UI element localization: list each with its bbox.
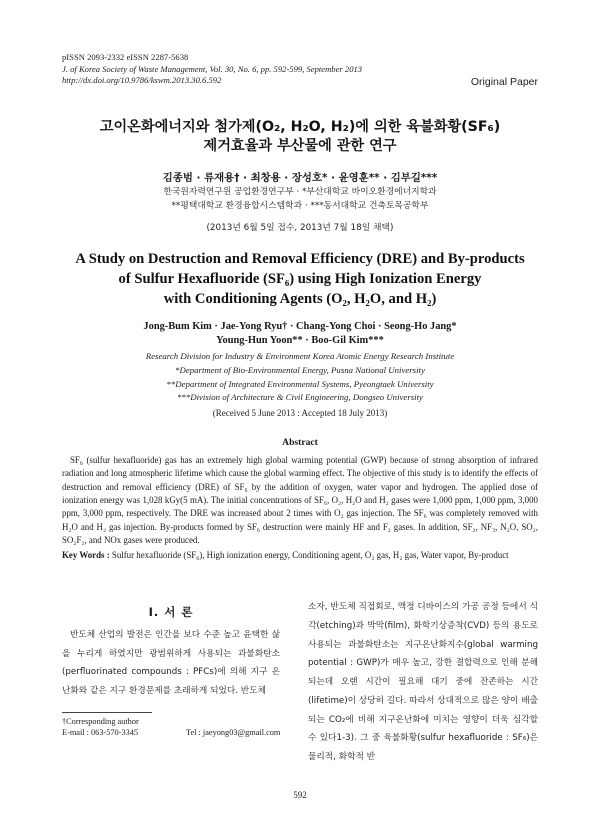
abstract-text: SF₆ (sulfur hexafluoride) gas has an extremely high global warming potential (GWP) because of strong absorption of infrared radiation and long atmospheric lifetime which cause the global warming effect. The objective of this study is to identify the effects of destruction and removal efficiency (DRE) of SF₆ by the addition of oxygen, water vapor and hydrogen. The applied dose of ionization energy was 1,028 kGy(5 mA). The initial concentrations of SF₆, O₂, H₂O and H₂ gases were 1,000 ppm, 1,000 ppm, 3,000 ppm, 3,000 ppm, respectively. The DRE was increased about 2 times with O₂ gas injection. The SF₆ was completely removed with H₂O and H₂ gas injection. By-products formed by SF₆ destruction were mainly HF and F₂ gases. In addition, SF₂, NF₃, N₂O, SO₂, SO₂F₂, and NOx gases were produced.	[62, 455, 538, 546]
english-title-line3: with Conditioning Agents (O₂, H₂O, and H₂)	[163, 291, 437, 307]
doi-link[interactable]: http://dx.doi.org/10.9786/kswm.2013.30.6.592	[62, 75, 222, 86]
korean-affil-line1: 한국원자력연구원 공업환경연구부 · *부산대학교 바이오환경에너지학과	[163, 187, 437, 197]
korean-title	[0, 118, 600, 156]
english-dates: (Received 5 June 2013 : Accepted 18 July 2013)	[212, 408, 388, 418]
journal-header	[62, 52, 362, 87]
english-affiliations	[0, 350, 600, 405]
korean-dates: (2013년 6월 5일 접수, 2013년 7월 18일 채택)	[206, 223, 394, 233]
footnote	[62, 716, 292, 738]
korean-affiliations	[0, 186, 600, 213]
paper-type: Original Paper	[470, 76, 538, 88]
english-title	[0, 249, 600, 309]
english-affil-line1: Research Division for Industry & Environment Korea Atomic Energy Research Institute	[145, 351, 455, 361]
korean-authors: 김종범 · 류재용† · 최창용 · 장성호* · 윤영훈** · 김부길***	[162, 172, 438, 184]
footnote-divider	[62, 712, 152, 713]
keywords-text: Sulfur hexafluoride (SF₆), High ionization energy, Conditioning agent, O₂ gas, H₂ gas, Water vapor, By-product	[111, 550, 509, 560]
english-authors-line1: Jong-Bum Kim · Jae-Yong Ryu† · Chang-Yong Choi · Seong-Ho Jang*	[143, 321, 457, 332]
korean-affil-line2: **평택대학교 환경융합시스템학과 · ***동서대학교 건축토목공학부	[171, 200, 429, 211]
footnote-label: †Corresponding author	[62, 717, 139, 726]
page-number: 592	[293, 790, 307, 800]
footnote-tel: Tel : jaeyong03@gmail.com	[186, 728, 281, 737]
keywords	[62, 549, 538, 562]
english-authors-line2: Young-Hun Yoon** · Boo-Gil Kim***	[216, 334, 384, 346]
section-heading-introduction: I. 서 론	[148, 605, 194, 619]
keywords-label: Key Words :	[62, 550, 110, 560]
issn: pISSN 2093-2332 eISSN 2287-5638	[62, 52, 189, 62]
english-title-line1: A Study on Destruction and Removal Efficiency (DRE) and By-products	[75, 251, 525, 267]
english-affil-line4: ***Division of Architecture & Civil Engineering, Dongseo University	[177, 392, 423, 403]
korean-title-line2: 제거효율과 부산물에 관한 연구	[203, 138, 397, 154]
english-authors	[0, 320, 600, 347]
english-affil-line3: **Department of Integrated Environmental Systems, Pyeongtaek University	[166, 378, 434, 389]
body-column-left: 반도체 산업의 발전은 인간을 보다 수준 높고 윤택한 삶을 누리게 하였지만 광범위하게 사용되는 과불화탄소(perfluorinated compounds : PFCs)에 의해 지구 온난화와 같은 지구 환경문제를 초래하게 되었다. 반도체	[62, 630, 280, 696]
english-affil-line2: *Department of Bio-Environmental Energy, Pusna National University	[175, 364, 425, 375]
korean-title-line1: 고이온화에너지와 첨가제(O₂, H₂O, H₂)에 의한 육불화황(SF₆)	[99, 119, 501, 135]
english-title-line2: of Sulfur Hexafluoride (SF₆) using High Ionization Energy	[118, 271, 482, 287]
journal-citation: J. of Korea Society of Waste Management, Vol. 30, No. 6, pp. 592-599, September 2013	[62, 63, 363, 74]
abstract-heading: Abstract	[282, 437, 318, 448]
body-column-right: 소자, 반도체 직접회로, 액정 디바이스의 가공 공정 등에서 식각(etching)과 박막(film), 화학기상증착(CVD) 등의 용도로 사용되는 과불화탄소는 지구온난화지수(global warming potential : GWP)가 매우 높고, 강한 결합력으로 인해 분해되는데 오랜 시간이 필요해 대기 중에 잔존하는 시간(lifetime)이 상당히 길다. 따라서 상대적으로 많은 양이 배출되는 CO₂에 비해 지구온난화에 미치는 영향이 더욱 심각할 수 있다1-3). 그 중 육불화황(sulfur hexafluoride : SF₆)은 물리적, 화학적 반	[308, 602, 538, 762]
footnote-email: E-mail : 063-570-3345	[62, 728, 139, 738]
